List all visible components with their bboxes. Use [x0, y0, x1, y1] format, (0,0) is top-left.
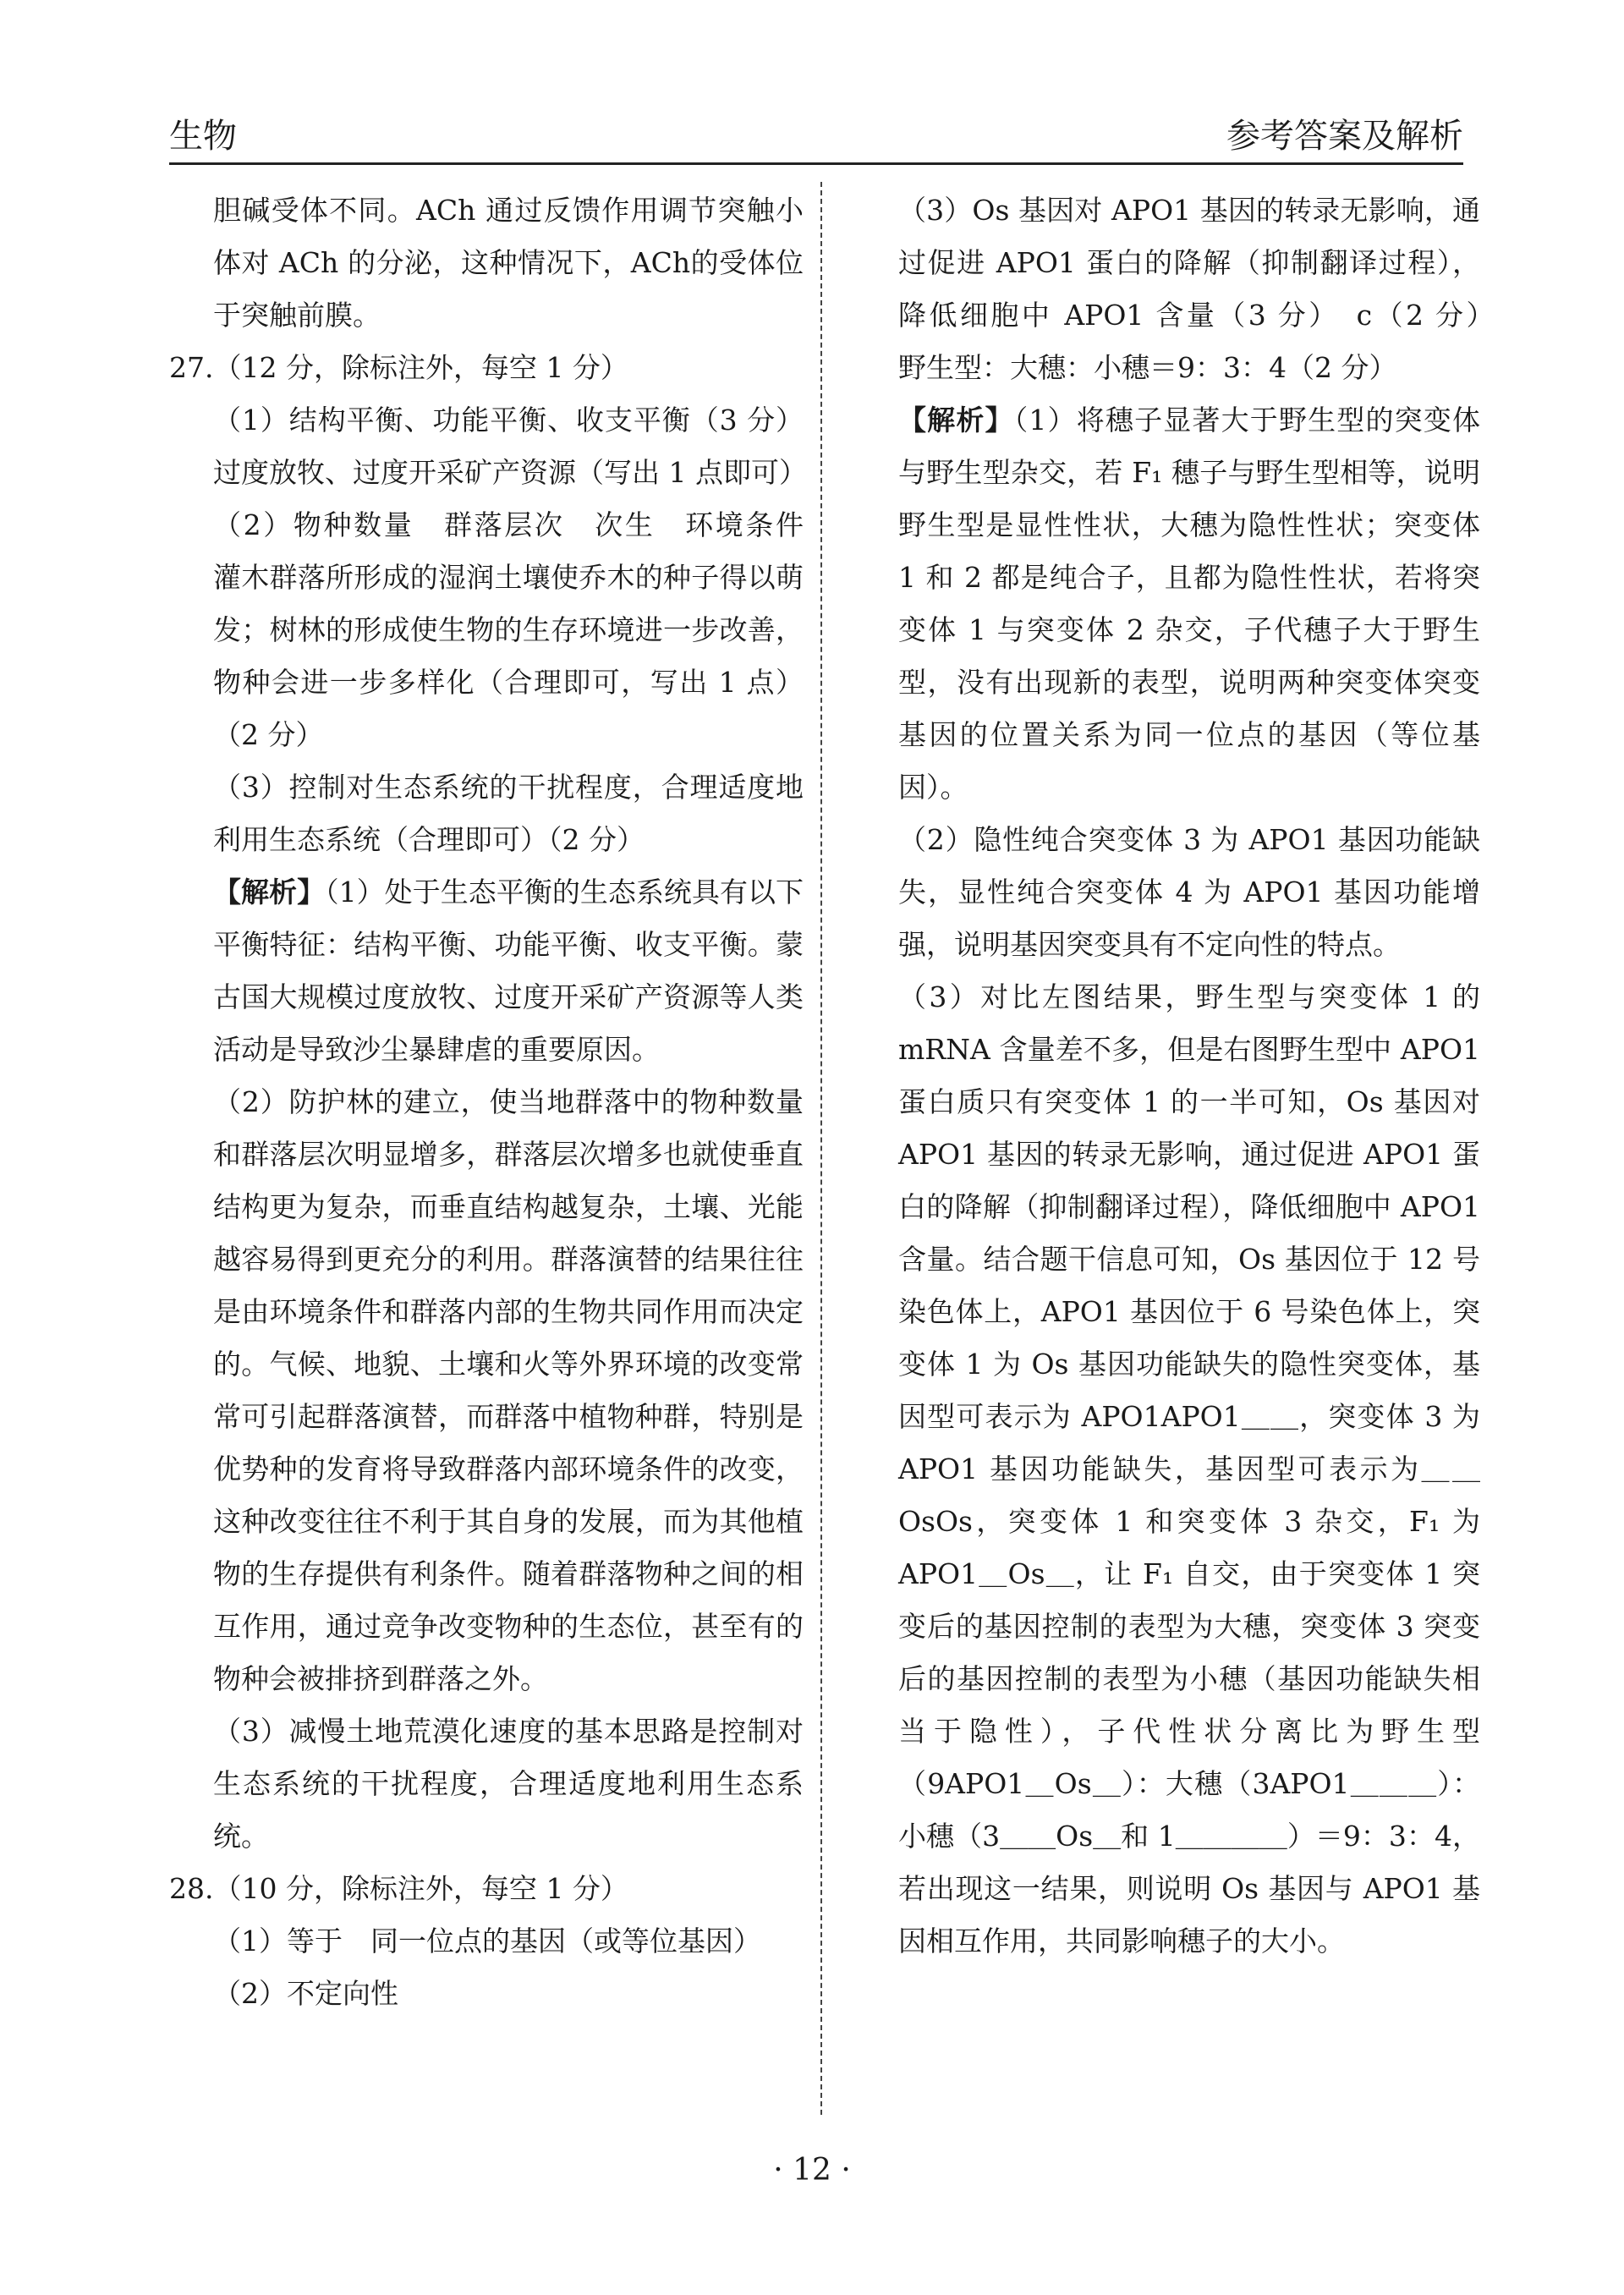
- paragraph: [169, 342, 804, 394]
- paragraph-text: （1）结构平衡、功能平衡、收支平衡（3 分）过度放牧、过度开采矿产资源（写出 1 点即可）: [213, 404, 807, 489]
- analysis-label: 【解析】: [213, 876, 326, 909]
- paragraph: [854, 184, 1508, 394]
- paragraph-text: （3）减慢土地荒漠化速度的基本思路是控制对生态系统的干扰程度，合理适度地利用生态系统。: [213, 1715, 804, 1853]
- paragraph: [169, 184, 804, 342]
- page-number: · 12 ·: [773, 2153, 851, 2188]
- subject-title: 生物: [169, 117, 237, 156]
- right-column: [854, 184, 1508, 1968]
- paragraph: [854, 971, 1480, 1968]
- paragraph-text: （1）将穗子显著大于野生型的突变体与野生型杂交，若 F₁ 穗子与野生型相等，说明野生型是显性性状，大穗为隐性性状；突变体 1 和 2 都是纯合子，且都为隐性性状，若将突变体 1 与突变体 2 杂交，子代穗子大于野生型，没有出现新的表型，说明两种突变体突变基因的位置关系为同一位点的基因（等位基因）。: [898, 404, 1480, 804]
- page-header: [169, 118, 1463, 165]
- paragraph-text: （3）对比左图结果，野生型与突变体 1 的 mRNA 含量差不多，但是右图野生型中 APO1 蛋白质只有突变体 1 的一半可知，Os 基因对 APO1 基因的转录无影响，通过促进 APO1 蛋白的降解（抑制翻译过程），降低细胞中 APO1 含量。结合题干信息可知，Os 基因位于 12 号染色体上，APO1 基因位于 6 号染色体上，突变体 1 为 Os 基因功能缺失的隐性突变体，基因型可表示为 APO1APO1＿＿，突变体 3 为 APO1 基因功能缺失，基因型可表示为＿＿OsOs，突变体 1 和突变体 3 杂交，F₁ 为 APO1＿Os＿，让 F₁ 自交，由于突变体 1 突变后的基因控制的表型为大穗，突变体 3 突变后的基因控制的表型为小穗（基因功能缺失相当于隐性），子代性状分离比为野生型（9APO1＿Os＿）：大穗（3APO1＿＿＿）：小穗（3＿＿Os＿和 1＿＿＿＿）＝9：3：4，若出现这一结果，则说明 Os 基因与 APO1 基因相互作用，共同影响穗子的大小。: [898, 980, 1480, 1957]
- paragraph: [169, 1915, 804, 1968]
- section-title: 参考答案及解析: [1226, 117, 1463, 156]
- paragraph-text: （2）防护林的建立，使当地群落中的物种数量和群落层次明显增多，群落层次增多也就使垂直结构更为复杂，而垂直结构越复杂，土壤、光能越容易得到更充分的利用。群落演替的结果往往是由环境条件和群落内部的生物共同作用而决定的。气候、地貌、土壤和火等外界环境的改变常常可引起群落演替，而群落中植物种群，特别是优势种的发育将导致群落内部环境条件的改变，这种改变往往不利于其自身的发展，而为其他植物的生存提供有利条件。随着群落物种之间的相互作用，通过竞争改变物种的生态位，甚至有的物种会被排挤到群落之外。: [213, 1085, 804, 1695]
- column-divider: [820, 182, 822, 2115]
- paragraph: [169, 1968, 804, 2020]
- paragraph-text: （3）Os 基因对 APO1 基因的转录无影响，通过促进 APO1 蛋白的降解（抑制翻译过程），降低细胞中 APO1 含量（3 分） c（2 分） 野生型：大穗：小穗＝9：3：4（2 分）: [898, 194, 1508, 384]
- paragraph: [169, 1705, 804, 1863]
- paragraph-text: 胆碱受体不同。ACh 通过反馈作用调节突触小体对 ACh 的分泌，这种情况下，ACh的受体位于突触前膜。: [213, 194, 804, 332]
- paragraph: [169, 1076, 804, 1705]
- paragraph-text: 28.（10 分，除标注外，每空 1 分）: [169, 1872, 628, 1905]
- paragraph: [169, 499, 831, 761]
- paragraph: [169, 1863, 804, 1915]
- paragraph: [169, 761, 804, 866]
- analysis-label: 【解析】: [898, 404, 1014, 436]
- paragraph: [169, 394, 807, 499]
- paragraph-text: 27.（12 分，除标注外，每空 1 分）: [169, 351, 628, 384]
- left-column: [169, 184, 831, 2020]
- paragraph: [854, 814, 1480, 971]
- paragraph-text: （2）隐性纯合突变体 3 为 APO1 基因功能缺失，显性纯合突变体 4 为 APO1 基因功能增强，说明基因突变具有不定向性的特点。: [898, 823, 1480, 961]
- paragraph-text: （3）控制对生态系统的干扰程度，合理适度地利用生态系统（合理即可）（2 分）: [213, 771, 804, 856]
- paragraph-text: （1）等于 同一位点的基因（或等位基因）: [213, 1924, 761, 1957]
- paragraph-text: （2）不定向性: [213, 1977, 398, 2010]
- paragraph: [854, 394, 1480, 814]
- paragraph-text: （1）处于生态平衡的生态系统具有以下平衡特征：结构平衡、功能平衡、收支平衡。蒙古国大规模过度放牧、过度开采矿产资源等人类活动是导致沙尘暴肆虐的重要原因。: [213, 876, 804, 1066]
- paragraph: [169, 866, 804, 1076]
- paragraph-text: （2）物种数量 群落层次 次生 环境条件 灌木群落所形成的湿润土壤使乔木的种子得以萌发；树林的形成使生物的生存环境进一步改善，物种会进一步多样化（合理即可，写出 1 点）（2 分）: [213, 508, 831, 751]
